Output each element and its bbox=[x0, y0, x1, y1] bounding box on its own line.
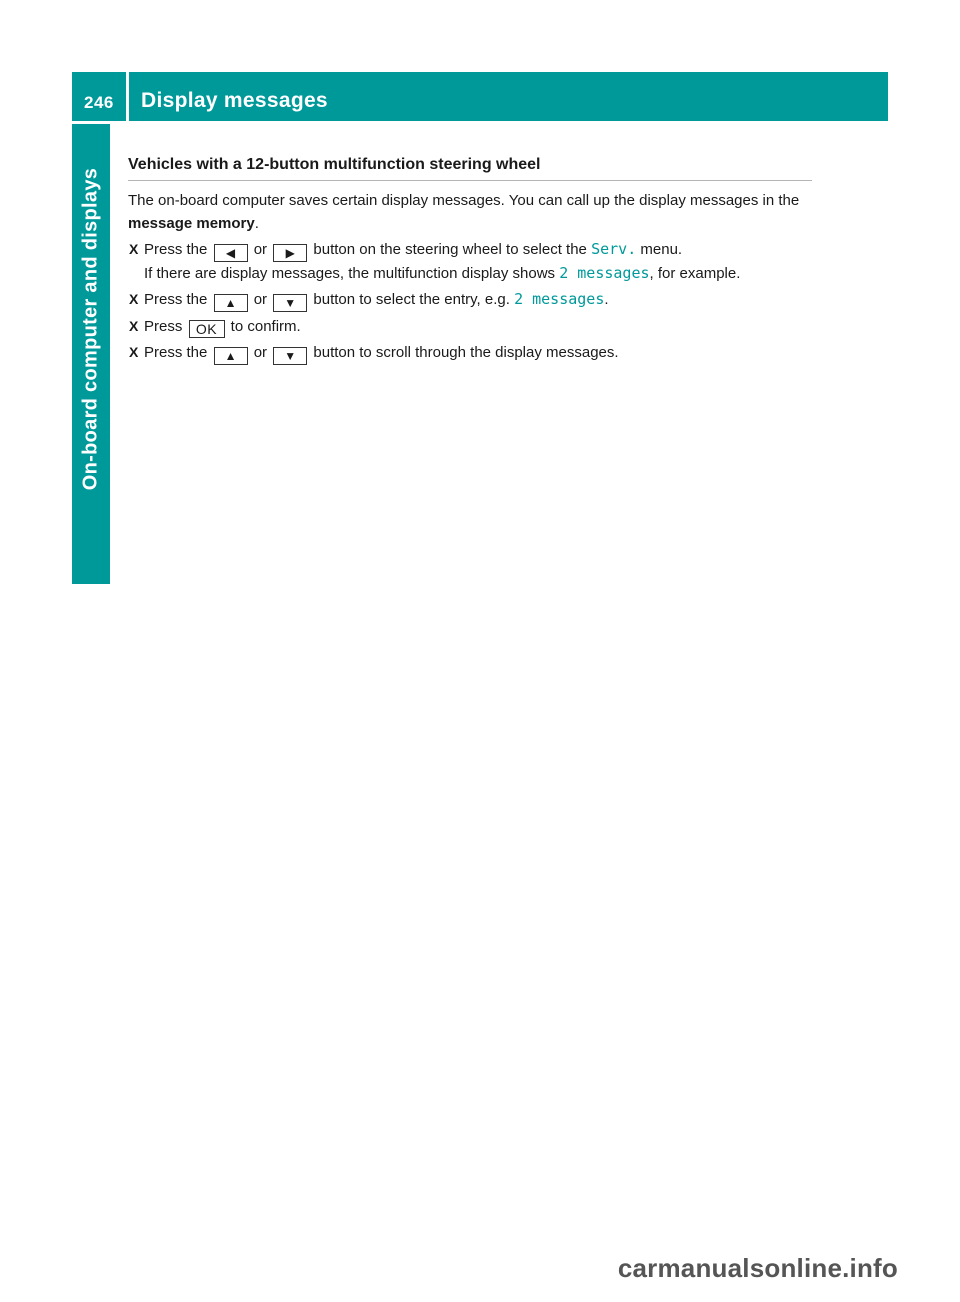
subsection-heading: Vehicles with a 12-button multifunction steering wheel bbox=[128, 152, 812, 181]
instruction-step bbox=[128, 341, 812, 365]
step-text: button to scroll through the display messages. bbox=[309, 344, 619, 361]
intro-end: . bbox=[254, 215, 259, 232]
left-arrow-key-icon: ◀ bbox=[214, 244, 248, 262]
page-number-box bbox=[72, 72, 126, 121]
intro-bold-term: message memory bbox=[128, 215, 255, 232]
step-text: Press the bbox=[144, 344, 212, 361]
ok-key-icon: OK bbox=[189, 320, 225, 338]
main-content bbox=[128, 152, 812, 365]
up-arrow-key-icon: ▲ bbox=[214, 347, 248, 365]
up-arrow-key-icon: ▲ bbox=[214, 294, 248, 312]
step-text: or bbox=[249, 241, 272, 258]
page-header bbox=[72, 72, 888, 121]
step-text: button on the steering wheel to select the bbox=[309, 241, 592, 258]
step-text: to confirm. bbox=[226, 318, 301, 335]
step-text: If there are display messages, the multifunction display shows bbox=[144, 265, 560, 282]
step-marker-icon: X bbox=[129, 241, 139, 257]
step-text: or bbox=[249, 291, 272, 308]
step-marker-icon: X bbox=[129, 291, 139, 307]
instruction-step bbox=[128, 315, 812, 338]
step-text: or bbox=[249, 344, 272, 361]
instruction-step bbox=[128, 288, 812, 312]
intro-paragraph bbox=[128, 189, 812, 235]
page-number: 246 bbox=[84, 93, 114, 112]
right-arrow-key-icon: ▶ bbox=[273, 244, 307, 262]
step-text: Press the bbox=[144, 241, 212, 258]
step-text: button to select the entry, e.g. bbox=[309, 291, 515, 308]
step-text: , for example. bbox=[649, 265, 741, 282]
step-text: Press the bbox=[144, 291, 212, 308]
display-text: Serv. bbox=[591, 240, 637, 258]
chapter-sidebar bbox=[72, 124, 110, 584]
section-title: Display messages bbox=[141, 89, 328, 112]
chapter-label-wrap bbox=[72, 124, 110, 534]
display-text: 2 messages bbox=[514, 290, 605, 308]
watermark: carmanualsonline.info bbox=[617, 1253, 898, 1283]
intro-text: The on-board computer saves certain display messages. You can call up the display messages in the bbox=[128, 192, 800, 209]
step-marker-icon: X bbox=[129, 344, 139, 360]
step-text: menu. bbox=[636, 241, 683, 258]
header-divider bbox=[126, 72, 129, 121]
step-text: Press bbox=[144, 318, 187, 335]
step-continuation bbox=[128, 262, 812, 285]
display-text: 2 messages bbox=[559, 264, 650, 282]
step-text: . bbox=[604, 291, 609, 308]
step-marker-icon: X bbox=[129, 318, 139, 334]
down-arrow-key-icon: ▼ bbox=[273, 294, 307, 312]
down-arrow-key-icon: ▼ bbox=[273, 347, 307, 365]
chapter-label: On-board computer and displays bbox=[79, 167, 102, 491]
instruction-step bbox=[128, 238, 812, 262]
